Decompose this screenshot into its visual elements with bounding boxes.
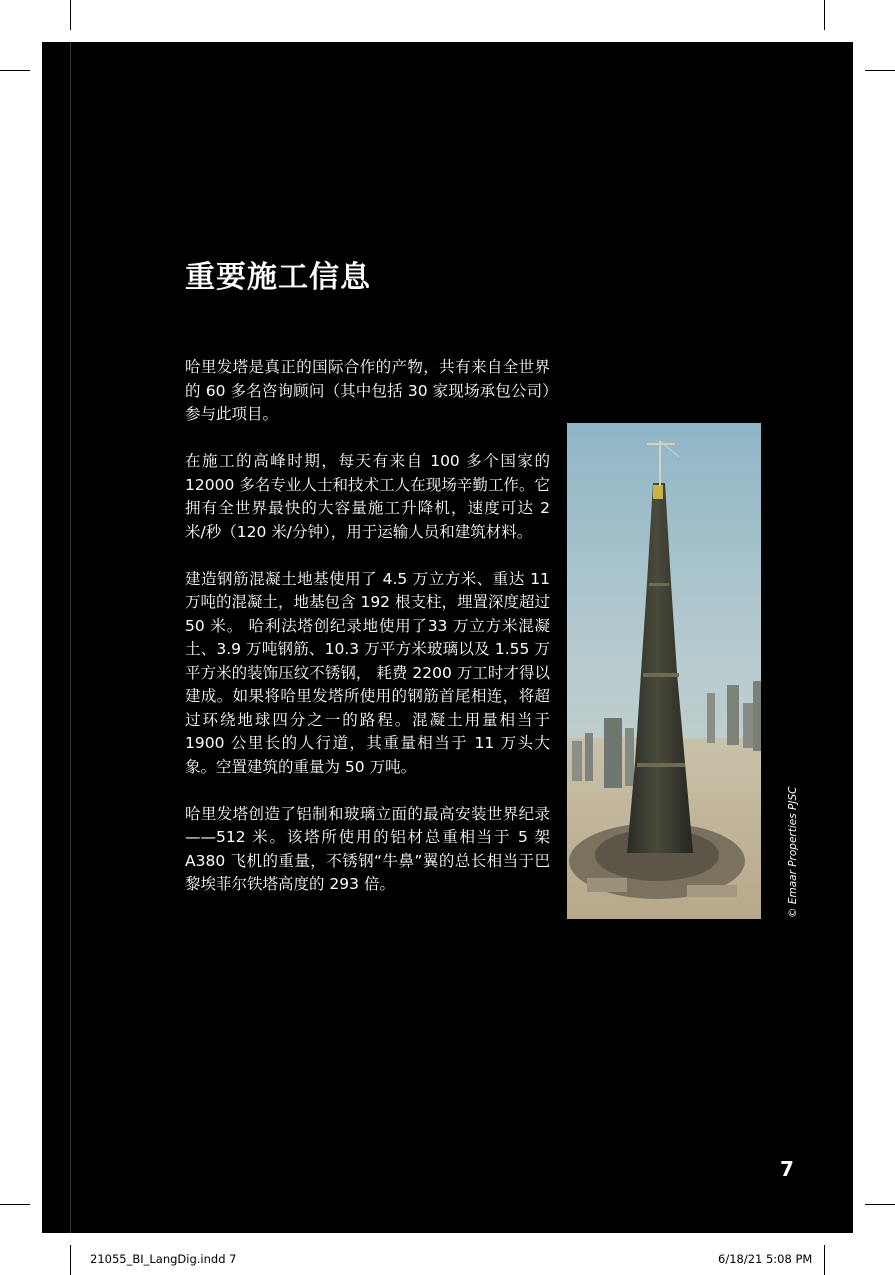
crop-mark-top-left-vertical (70, 0, 71, 30)
page-number: 7 (780, 1157, 794, 1181)
body-text (185, 356, 550, 920)
paragraph-4: 哈里发塔创造了铝制和玻璃立面的最高安装世界纪录——512 米。该塔所使用的铝材总重相当于 5 架 A380 飞机的重量，不锈钢“牛鼻”翼的总长相当于巴黎埃菲尔铁塔高度的 293 倍。 (185, 804, 550, 893)
tower-photo (567, 423, 761, 919)
crop-mark-top-right-horizontal (865, 70, 895, 71)
paragraph-1: 哈里发塔是真正的国际合作的产物，共有来自全世界的 60 多名咨询顾问（其中包括 30 家现场承包公司）参与此项目。 (185, 358, 550, 423)
page-title: 重要施工信息 (185, 260, 371, 295)
crop-mark-bottom-right-horizontal (865, 1204, 895, 1205)
paragraph-2: 在施工的高峰时期，每天有来自 100 多个国家的 12000 多名专业人士和技术工人在现场辛勤工作。它拥有全世界最快的大容量施工升降机，速度可达 2 米/秒（120 米/分钟），用于运输人员和建筑材料。 (185, 452, 550, 541)
crop-mark-top-right-vertical (824, 0, 825, 30)
crop-mark-bottom-left-horizontal (0, 1204, 30, 1205)
trim-line (70, 42, 71, 1233)
crop-mark-bottom-left-vertical (70, 1245, 71, 1275)
slug-datetime: 6/18/21 5:08 PM (718, 1252, 813, 1266)
crop-mark-bottom-right-vertical (824, 1245, 825, 1275)
photo-credit: © Emaar Properties PJSC (787, 786, 799, 918)
paragraph-3: 建造钢筋混凝土地基使用了 4.5 万立方米、重达 11 万吨的混凝土，地基包含 192 根支柱，埋置深度超过 50 米。 哈利法塔创纪录地使用了33 万立方米混凝土、3.9 万吨钢筋、10.3 万平方米玻璃以及 1.55 万平方米的装饰压纹不锈钢， 耗费 2200 万工时才得以建成。如果将哈里发塔所使用的钢筋首尾相连，将超过环绕地球四分之一的路程。混凝土用量相当于 1900 公里长的人行道，其重量相当于 11 万头大象。空置建筑的重量为 50 万吨。 (185, 569, 550, 776)
crop-mark-top-left-horizontal (0, 70, 30, 71)
slug-file: 21055_BI_LangDig.indd 7 (90, 1252, 237, 1266)
